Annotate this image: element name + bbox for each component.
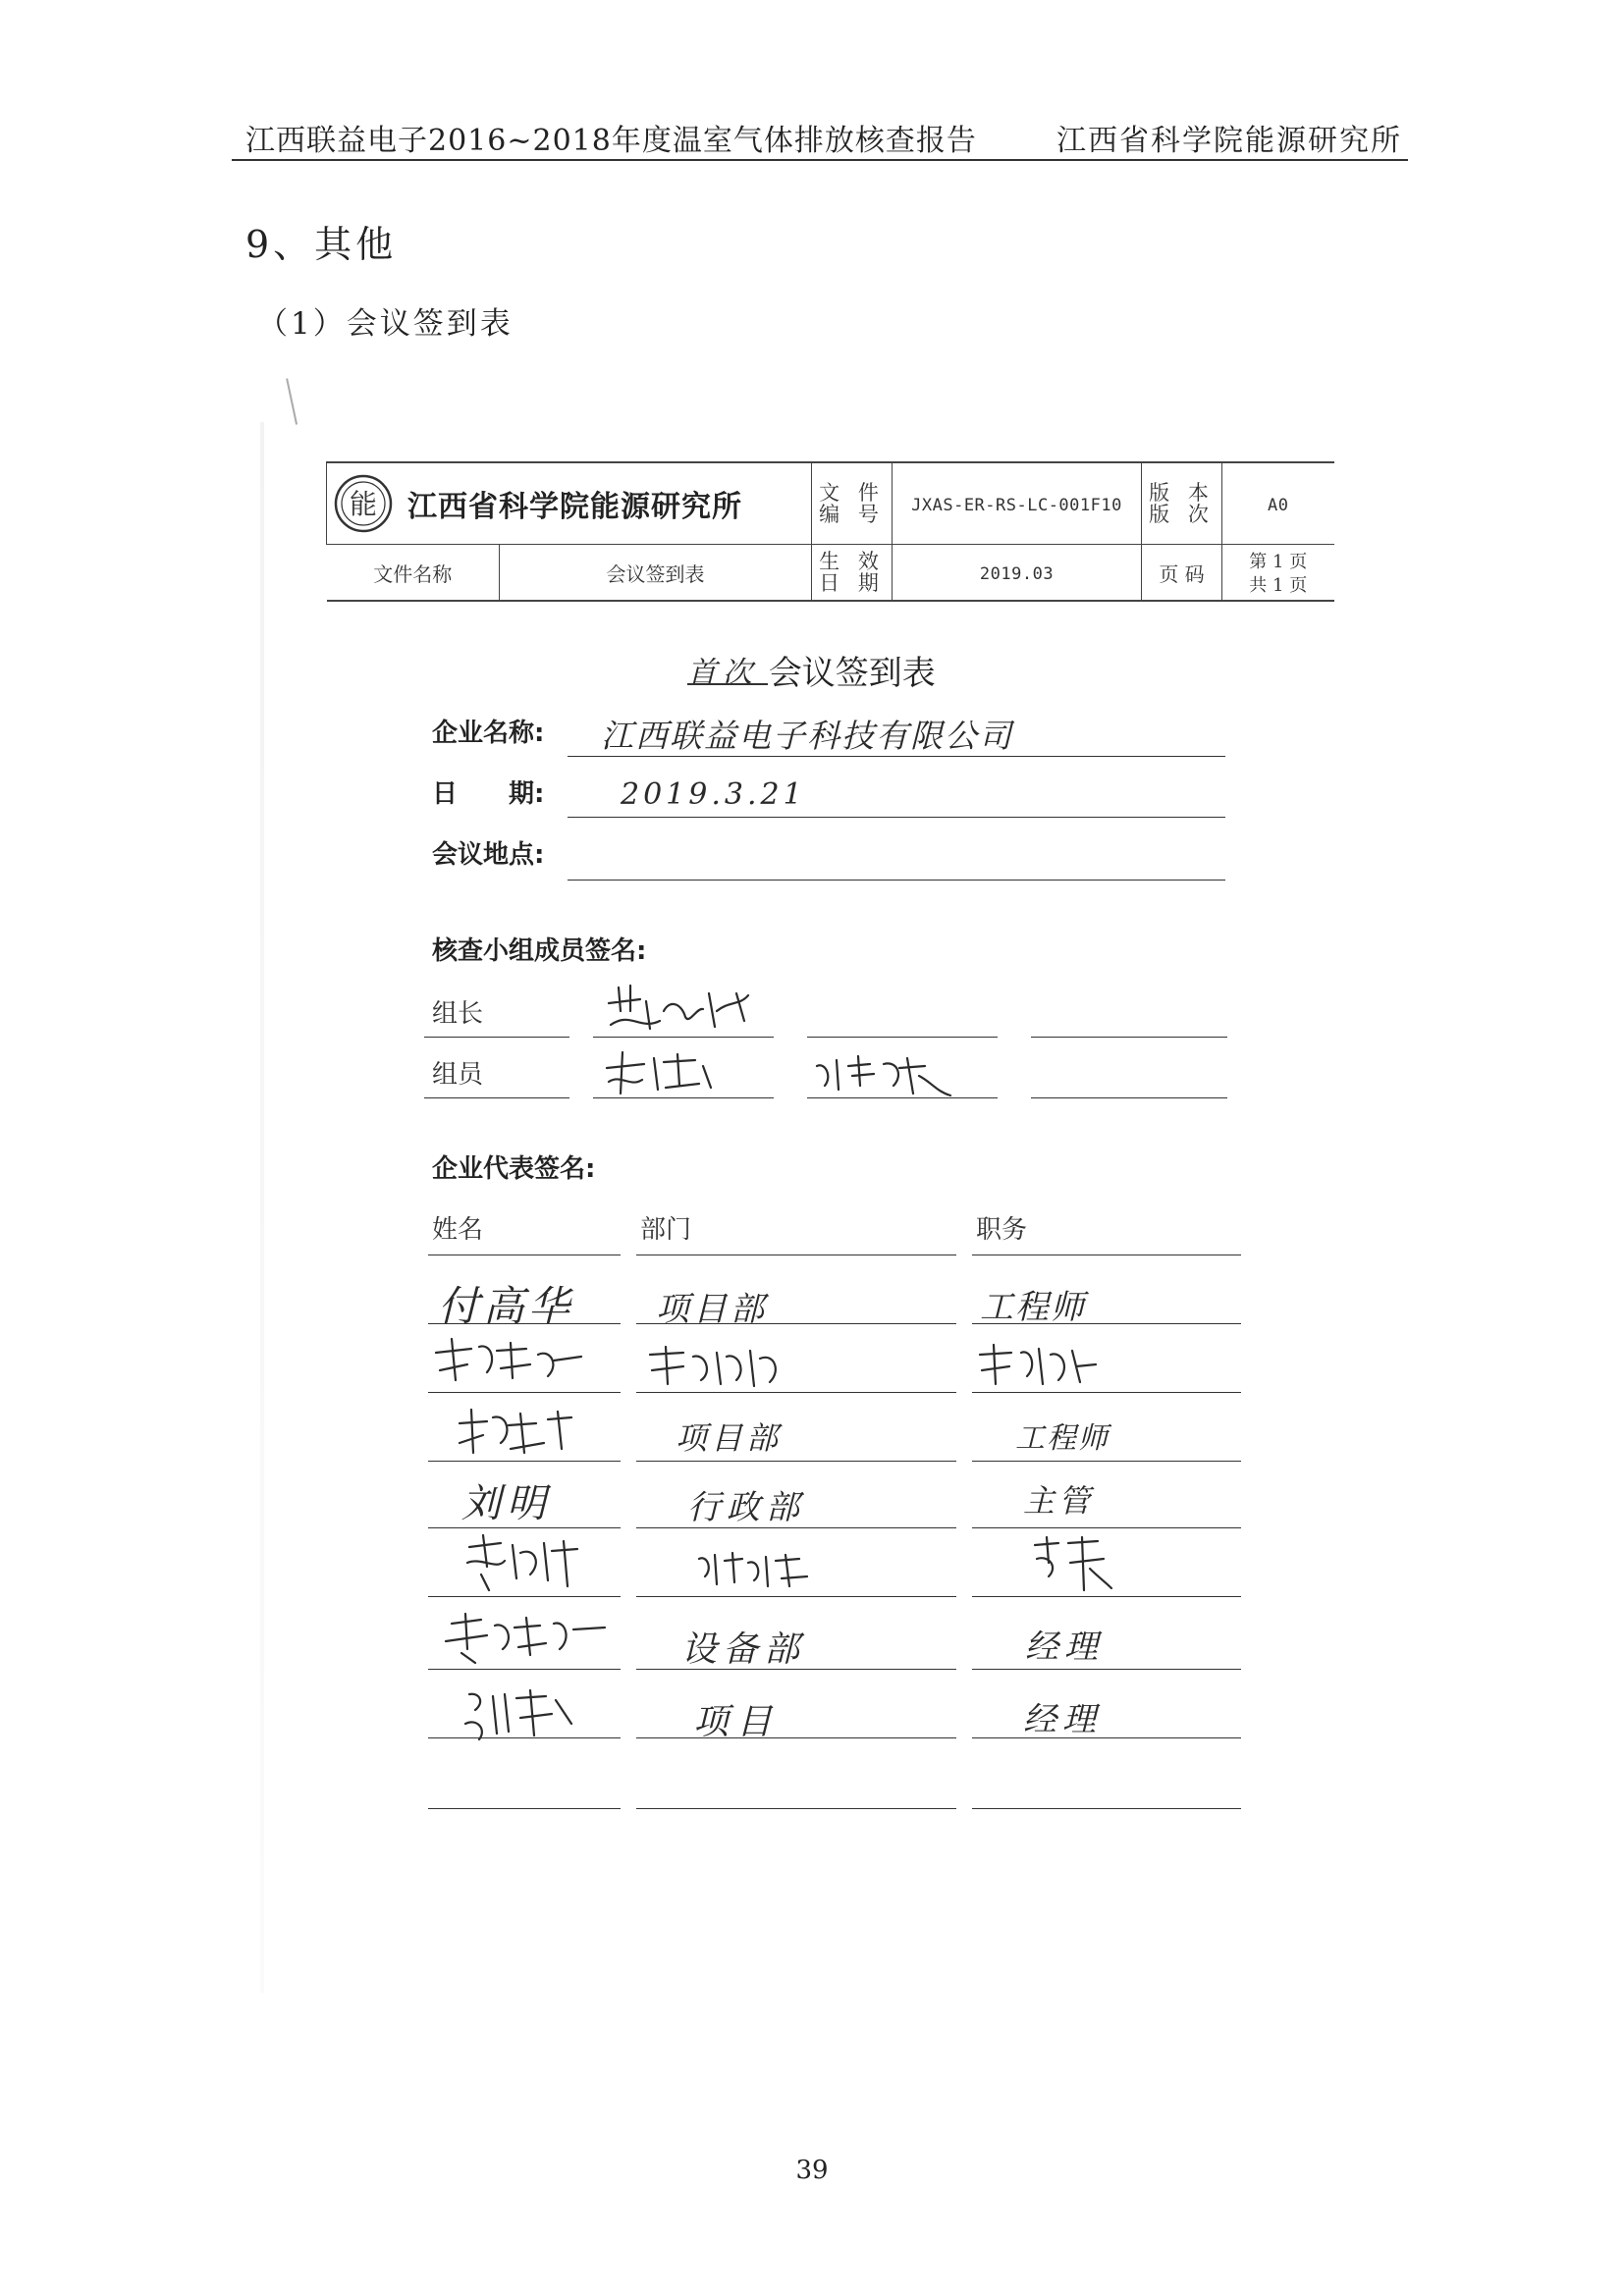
column-header-dept: 部门 [640,1215,692,1245]
member-line-1 [424,1097,569,1098]
row-1-line-title [972,1323,1241,1324]
date-label: 日 期: [432,779,545,809]
rep-row-7-dept: 项目 [693,1702,781,1742]
row-2-line-name [428,1392,621,1393]
rep-row-4-dept: 行政部 [687,1488,805,1527]
rep-row-5-dept-signature [693,1547,821,1592]
rep-row-1-title: 工程师 [980,1288,1086,1327]
row-6-line-title [972,1669,1241,1670]
version-label: 版 本 版 次 [1142,462,1222,545]
row-3-line-title [972,1461,1241,1462]
row-3-line-name [428,1461,621,1462]
rep-row-1-name: 付高华 [438,1282,574,1330]
row-8-line-name [428,1808,621,1809]
date-line [568,817,1225,818]
row-1-line-name [428,1323,621,1324]
subsection-title: （1）会议签到表 [257,306,514,342]
date-value: 2019.3.21 [621,777,806,812]
rep-row-5-title-signature [1029,1533,1117,1598]
row-1-line-dept [636,1323,956,1324]
row-2-line-title [972,1392,1241,1393]
row-2-line-dept [636,1392,956,1393]
leader-line-1 [424,1037,569,1038]
company-line [568,756,1225,757]
leader-line-3 [807,1037,998,1038]
member-signature-1 [601,1044,729,1103]
row-8-line-dept [636,1808,956,1809]
location-label: 会议地点: [432,840,545,870]
row-7-line-title [972,1737,1241,1738]
row-3-line-dept [636,1461,956,1462]
rep-row-2-dept-signature [644,1341,801,1392]
rep-row-3-title: 工程师 [1015,1421,1110,1456]
doc-no-value: JXAS-ER-RS-LC-001F10 [893,462,1142,545]
row-5-line-dept [636,1596,956,1597]
institute-logo-icon [333,473,394,534]
page-info: 第 1 页 共 1 页 [1222,545,1334,602]
row-5-line-name [428,1596,621,1597]
rep-row-4-name: 刘明 [461,1481,552,1526]
scan-edge [260,422,264,1993]
row-7-line-dept [636,1737,956,1738]
row-4-line-name [428,1527,621,1528]
section-title: 9、其他 [245,223,398,266]
rep-row-5-name-signature [461,1531,589,1596]
row-7-line-name [428,1737,621,1738]
leader-label: 组长 [432,999,484,1029]
rep-row-3-name-signature [454,1404,581,1461]
leader-line-4 [1031,1037,1227,1038]
row-6-line-dept [636,1669,956,1670]
member-line-4 [1031,1097,1227,1098]
rep-row-2-title-signature [974,1339,1102,1392]
company-value: 江西联益电子科技有限公司 [601,717,1013,755]
page-number: 39 [795,2156,829,2185]
leader-signature [601,982,758,1041]
handwritten-title-prefix: 首次 [687,656,758,690]
page-label: 页 码 [1142,545,1222,602]
document-control-table [326,461,1334,602]
row-6-line-name [428,1669,621,1670]
member-signature-2 [809,1046,956,1105]
company-label: 企业名称: [432,719,545,748]
column-header-title: 职务 [976,1215,1028,1245]
row-4-line-dept [636,1527,956,1528]
member-label: 组员 [432,1060,484,1090]
org-cell [327,462,812,545]
effective-date-label: 生 效 日 期 [812,545,893,602]
location-line [568,880,1225,881]
header-rule [232,159,1408,161]
rep-heading: 企业代表签名: [432,1154,596,1184]
rep-row-6-title: 经理 [1025,1628,1104,1667]
title-underline [687,683,768,685]
row-5-line-title [972,1596,1241,1597]
audit-team-heading: 核查小组成员签名: [432,936,647,966]
scan-mark [286,376,307,424]
rep-row-1-dept: 项目部 [656,1290,768,1329]
rep-row-3-dept: 项目部 [676,1419,783,1457]
rep-row-6-name-signature [432,1610,609,1669]
row-8-line-title [972,1808,1241,1809]
row-4-line-title [972,1527,1241,1528]
rep-row-2-name-signature [432,1335,589,1390]
column-header-name: 姓名 [432,1215,484,1245]
page-header-left: 江西联益电子2016~2018年度温室气体排放核查报告 [245,124,977,158]
org-name: 江西省科学院能源研究所 [407,490,742,524]
doc-no-label: 文 件 编 号 [812,462,893,545]
page-header-right: 江西省科学院能源研究所 [1056,124,1402,158]
rep-row-4-title: 主管 [1023,1482,1095,1520]
form-title-text: 会议签到表 [768,654,936,693]
rep-row-7-title: 经理 [1023,1700,1102,1739]
rep-row-6-dept: 设备部 [681,1629,806,1670]
logo-glyph: 能 [349,488,378,520]
effective-date-value: 2019.03 [893,545,1142,602]
file-name-value: 会议签到表 [500,545,812,602]
form-title [687,646,936,694]
file-name-label: 文件名称 [327,545,500,602]
version-value: A0 [1222,462,1334,545]
